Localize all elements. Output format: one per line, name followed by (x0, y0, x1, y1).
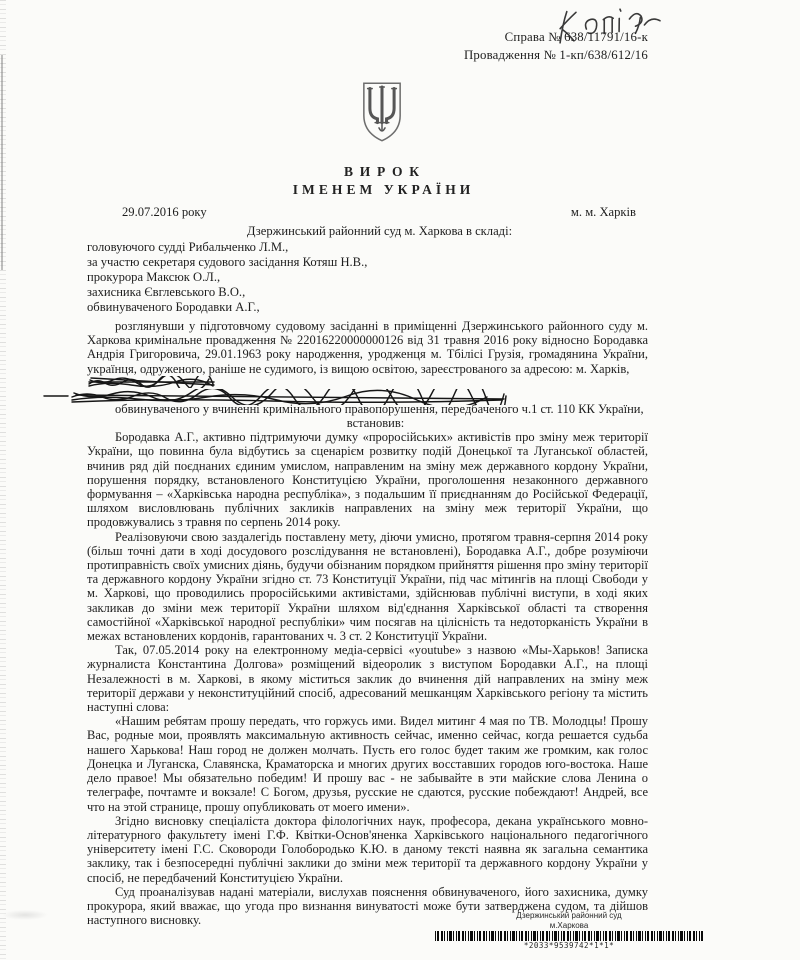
verdict-title-line2: ІМЕНЕМ УКРАЇНИ (292, 182, 475, 197)
composition-prosecutor: прокурора Максюк О.Л., (87, 270, 221, 284)
body-paragraph-2: Реалізовуючи свою заздалегідь поставлену мету, діючи умисно, протягом травня-серпня 2014 року (більш точні дати в ході досудового розслідування не встановлені), Бородавка А.Г., добре розуміючи протиправність своїх умисних діянь, будучи обізнаним порядком прийняття рішення про зміну території та державного кордону України згідно ст. 73 Конституції України, під час мітингів на площі Свободи у м. Харкові, що проводились проросійськими активістами, здійснював публічні виступи, в ході яких закликав до зміни меж території України шляхом від'єднання Харківської області та створення самостійної «Харківської народної республіки» чим посягав на цілісність та недоторканість України в межах встановлених кордонів, гарантованих ч. 3 ст. 2 Конституції України. (87, 529, 648, 644)
coat-of-arms (359, 81, 405, 148)
case-number: Справа № 638/11791/16-к (504, 30, 648, 44)
body-paragraph-conclusion: Суд проаналізував надані матеріали, вислухав пояснення обвинуваченого, його захисника, думку прокурора, який вважає, що угода про визнання винуватості може бути затверджена судом, та дійшов наступного висновку. (87, 884, 648, 928)
court-registration-stamp (430, 911, 708, 950)
composition-accused: обвинуваченого Бородавки А.Г., (87, 300, 260, 314)
composition-defender: захисника Євглевського В.О., (87, 285, 246, 299)
established-heading: встановив: (346, 416, 405, 431)
body-paragraph-quote: «Нашим ребятам прошу передать, что горжусь ими. Видел митинг 4 мая по ТВ. Молодцы! Прошу Вас, родные мои, проявлять максимальную активность сейчас, именно сейчас, когда решается судьба нашего Харькова! Наш город не должен молчать. Пусть его голос будет таким же громким, как голос Донецка и Луганска, Славянска, Краматорска и многих других восставших городов юго-востока. Наше дело правое! Мы обязательно победим! И прошу вас - не забывайте в эти майские слова Ленина о телеграфе, почтамте и вокзале! С Богом, друзья, русские не сдаются, русские побеждают! Андрей, все что на этой странице, прошу опубликовать от моего имени». (87, 714, 648, 814)
body-paragraph-expert: Згідно висновку спеціаліста доктора філологічних наук, професора, декана українського мовно-літературного факультету імені Г.Ф. Квітки-Основ'яненка Харківського національного педагогічного університету імені Г.С. Сковороди Голобородько К.Ю. в даному тексті наявна як загальна семантика заклику, так і безпосередні публічні заклики до зміни меж території та державного кордону України у спосіб, не передбачений Конституцією України. (87, 813, 648, 885)
body-paragraph-1: Бородавка А.Г., активно підтримуючи думку «проросійських» активістів про зміну меж території України, що повинна була відбутись за сценарієм розвитку подій Донецької та Луганської областей, вчинив ряд дій поєднаних єдиним умислом, направленим на зміну меж державного кордону України, порушення порядку, встановленого Конституцією України, проголошення незаконного державного формування – «Харківська народна республіка», з подальшим її приєднанням до Російської Федерації, шляхом висловлювань публічних закликів направлених на зміну меж території України, що продовжувались з травня по серпень 2014 року. (87, 430, 648, 530)
charge-paragraph: обвинуваченого у вчиненні кримінального правопорушення, передбаченого ч.1 ст. 110 КК України, (115, 401, 644, 416)
stamp-city: м.Харкова (549, 920, 589, 930)
case-description-text: розглянувши у підготовчому судовому засіданні в приміщенні Дзержинського районного суду м. Харкова кримінальне провадження № 22016220000000126 від 31 травня 2016 року відносно Бородавка Андрія Григоровича, 29.01.1963 року народження, уродженця м. Тбілісі Грузія, громадянина України, українця, одруженого, раніше не судимого, із вищою освітою, зареєстрованого за адресою: м. Харків, (87, 319, 648, 376)
verdict-title (101, 164, 662, 198)
court-composition-intro: Дзержинський районний суд м. Харкова в складі: (246, 224, 513, 238)
verdict-body (87, 319, 648, 927)
composition-judge: головуючого судді Рибальченко Л.М., (87, 240, 289, 254)
barcode-icon (435, 931, 703, 941)
verdict-title-line1: ВИРОК (344, 164, 426, 179)
composition-secretary: за участю секретаря судового засідання Котяш Н.В., (87, 255, 368, 269)
case-description-paragraph (87, 319, 648, 388)
scan-edge-artifact-dark (1, 55, 3, 270)
document-content (87, 0, 648, 927)
pen-redaction-scribble-icon (87, 376, 217, 388)
stamp-court-name: Дзержинський районний суд (516, 911, 622, 920)
verdict-date: 29.07.2016 року (122, 205, 207, 219)
pen-redaction-line (42, 389, 648, 403)
court-composition-list (87, 240, 648, 315)
verdict-place: м. м. Харків (570, 205, 636, 219)
date-place-row (87, 205, 648, 220)
ukraine-trident-emblem-icon (359, 81, 405, 143)
scan-smudge (2, 910, 48, 920)
body-paragraph-3: Так, 07.05.2014 року на електронному медіа-сервісі «youtube» з назвою «Мы-Харьков! Записка журналиста Константина Долгова» розміщений відеоролик з виступом Бородавки А.Г., на площі Незалежності в м. Харкові, в якому міститься заклик до вчинення дій направлених на зміну меж території держави у неконституційний спосіб, адресований мешканцям Харківського регіону та містить наступні слова: (87, 643, 648, 715)
case-header (87, 0, 648, 64)
proceeding-number: Провадження № 1-кп/638/612/16 (463, 48, 648, 62)
pen-redaction-scribble2-icon (42, 389, 512, 405)
barcode-number: *2033*9539742*1*1* (523, 941, 615, 950)
